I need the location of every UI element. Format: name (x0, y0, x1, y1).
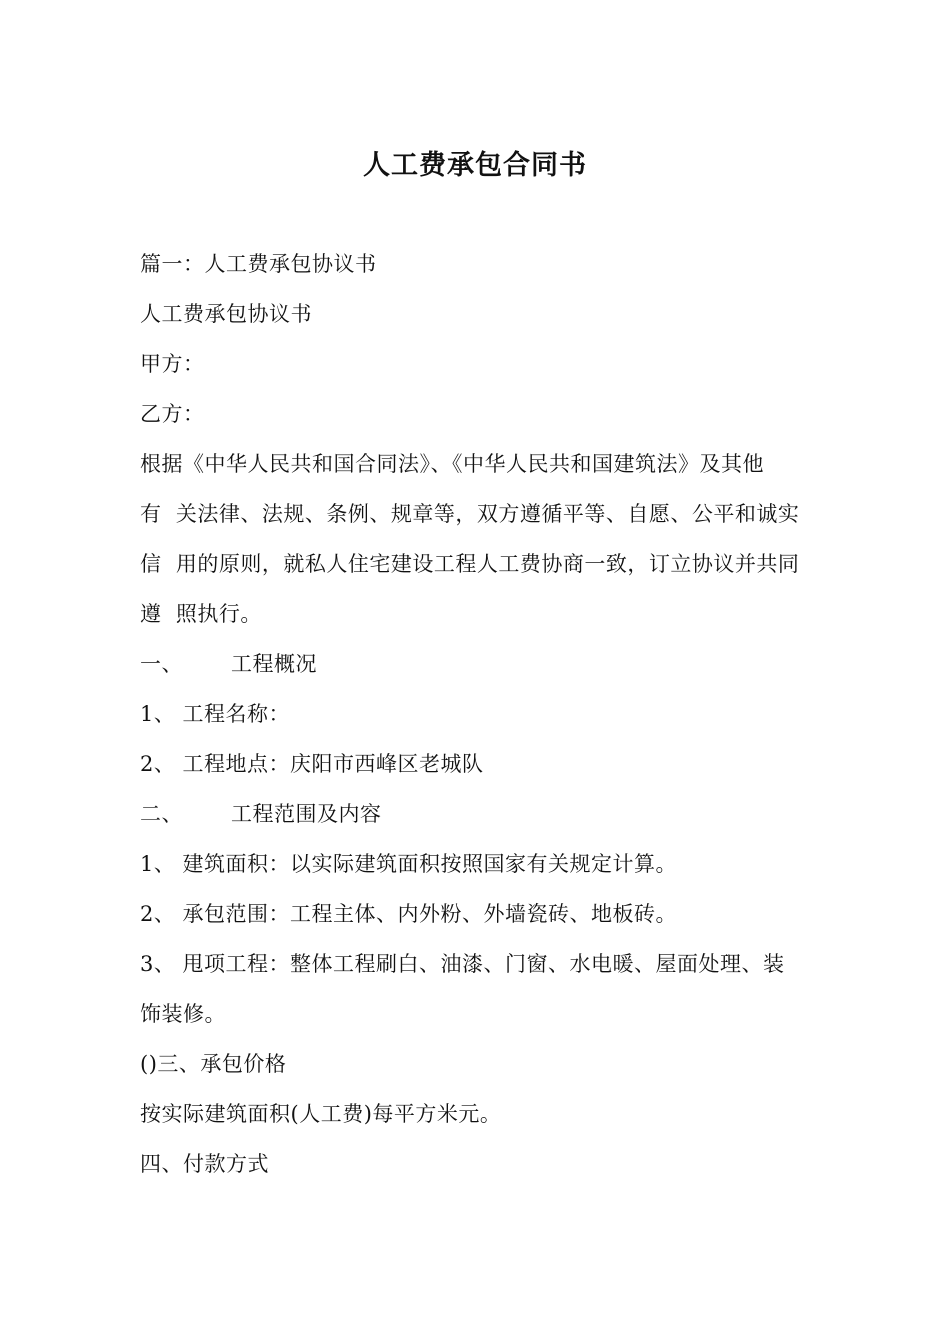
agreement-subtitle: 人工费承包协议书 (140, 302, 312, 326)
section-three-heading: ()三、承包价格 (140, 1052, 287, 1076)
preamble-line-2: 有 关法律、法规、条例、规章等，双方遵循平等、自愿、公平和诚实 (140, 502, 800, 526)
project-location-item: 2、 工程地点：庆阳市西峰区老城队 (140, 752, 484, 776)
section-two-number: 二、 (140, 802, 183, 826)
section-one-number: 一、 (140, 652, 183, 676)
section-one-heading (140, 650, 317, 678)
section-one-title: 工程概况 (231, 652, 317, 676)
section-two-title: 工程范围及内容 (231, 802, 382, 826)
section-heading-article-one: 篇一：人工费承包协议书 (140, 252, 377, 276)
excluded-work-item-line-2: 饰装修。 (140, 1002, 226, 1026)
building-area-item: 1、 建筑面积：以实际建筑面积按照国家有关规定计算。 (140, 852, 678, 876)
preamble-line-4: 遵 照执行。 (140, 602, 262, 626)
preamble-line-3: 信 用的原则，就私人住宅建设工程人工费协商一致，订立协议并共同 (140, 552, 800, 576)
section-two-heading (140, 800, 382, 828)
contract-scope-item: 2、 承包范围：工程主体、内外粉、外墙瓷砖、地板砖。 (140, 902, 678, 926)
party-b-label: 乙方： (140, 402, 205, 426)
document-title: 人工费承包合同书 (363, 150, 587, 181)
party-a-label: 甲方： (140, 352, 205, 376)
project-name-item: 1、 工程名称： (140, 702, 291, 726)
contract-price-text: 按实际建筑面积(人工费)每平方米元。 (140, 1102, 502, 1126)
excluded-work-item-line-1: 3、 甩项工程：整体工程刷白、油漆、门窗、水电暖、屋面处理、装 (140, 952, 785, 976)
section-four-heading: 四、付款方式 (140, 1152, 269, 1176)
preamble-line-1: 根据《中华人民共和国合同法》、《中华人民共和国建筑法》及其他 (140, 452, 764, 476)
